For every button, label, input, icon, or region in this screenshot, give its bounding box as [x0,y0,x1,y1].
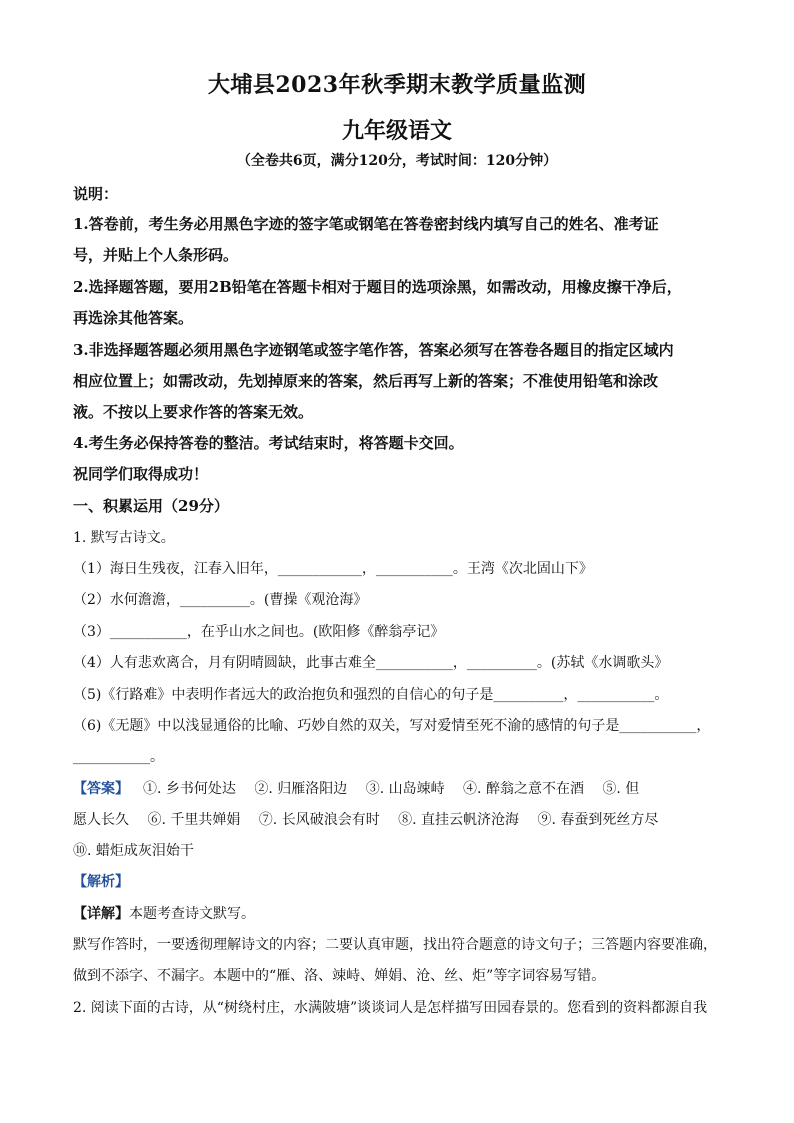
analysis-label: 【解析】 [73,874,129,890]
answer-text-1: ①. 乡书何处达 ②. 归雁洛阳边 ③. 山岛竦峙 ④. 醉翁之意不在酒 ⑤. 但 [143,781,640,797]
answer-line-2: 愿人长久 ⑥. 千里共婵娟 ⑦. 长风破浪会有时 ⑧. 直挂云帆济沧海 ⑨. 春蚕到死丝方尽 [73,812,659,828]
note-1-line-2: 号，并贴上个人条形码。 [73,246,239,264]
detail-line [73,903,255,923]
note-4: 4.考生务必保持答卷的整洁。考试结束时，将答题卡交回。 [73,434,464,452]
question-1-stem: 1. 默写古诗文。 [73,530,175,546]
note-2-line-2: 再选涂其他答案。 [73,309,194,327]
exam-meta: （全卷共6页，满分120分，考试时间：120分钟） [236,153,558,169]
question-1-item-5: （5)《行路难》中表明作者远大的政治抱负和强烈的自信心的句子是__________，___________。 [73,687,669,703]
exam-subtitle: 九年级语文 [341,118,452,144]
question-2-stem: 2. 阅读下面的古诗，从“树绕村庄，水满陂塘”谈谈词人是怎样描写田园春景的。您看到的资料都源自我 [73,1000,708,1016]
explain-line-1: 默写作答时，一要透彻理解诗文的内容；二要认真审题，找出符合题意的诗文句子；三答题内容要准确， [73,937,717,953]
question-1-item-6-cont: ___________。 [73,749,164,765]
note-3-line-1: 3.非选择题答题必须用黑色字迹钢笔或签字笔作答，答案必须写在答卷各题目的指定区域内 [73,341,674,359]
detail-text: 本题考查诗文默写。 [129,906,255,922]
section-heading: 一、积累运用（29分） [73,497,229,515]
exam-title: 大埔县2023年秋季期末教学质量监测 [207,72,587,98]
note-2-line-1: 2.选择题答题，要用2B铅笔在答题卡相对于题目的选项涂黑，如需改动，用橡皮擦干净后， [73,278,682,296]
explain-line-2: 做到不添字、不漏字。本题中的“雁、洛、竦峙、婵娟、沧、丝、炬”等字词容易写错。 [73,968,606,984]
question-1-item-6: （6)《无题》中以浅显通俗的比喻、巧妙自然的双关，写对爱情至死不渝的感情的句子是___________， [73,718,711,734]
question-1-item-4: （4）人有悲欢离合，月有阴晴圆缺，此事古难全___________，__________。(苏轼《水调歌头》 [73,655,669,671]
notes-label: 说明： [73,185,119,203]
note-3-line-3: 液。不按以上要求作答的答案无效。 [73,403,314,421]
answer-line-3: ⑩. 蜡炬成灰泪始干 [73,843,194,859]
note-1-line-1: 1.答卷前，考生务必用黑色字迹的签字笔或钢笔在答卷密封线内填写自己的姓名、准考证 [73,215,659,233]
question-1-item-3: （3）___________，在乎山水之间也。(欧阳修《醉翁亭记》 [73,624,445,640]
answer-label: 【答案】 [73,781,129,797]
question-1-item-2: （2）水何澹澹，__________。(曹操《观沧海》 [73,592,368,608]
answer-line-1 [73,778,639,798]
detail-label: 【详解】 [73,906,129,922]
note-3-line-2: 相应位置上；如需改动，先划掉原来的答案，然后再写上新的答案；不准使用铅笔和涂改 [73,372,659,390]
wish-text: 祝同学们取得成功！ [73,465,209,483]
question-1-item-1: （1）海日生残夜，江春入旧年，____________，___________。王湾《次北固山下》 [73,561,593,577]
